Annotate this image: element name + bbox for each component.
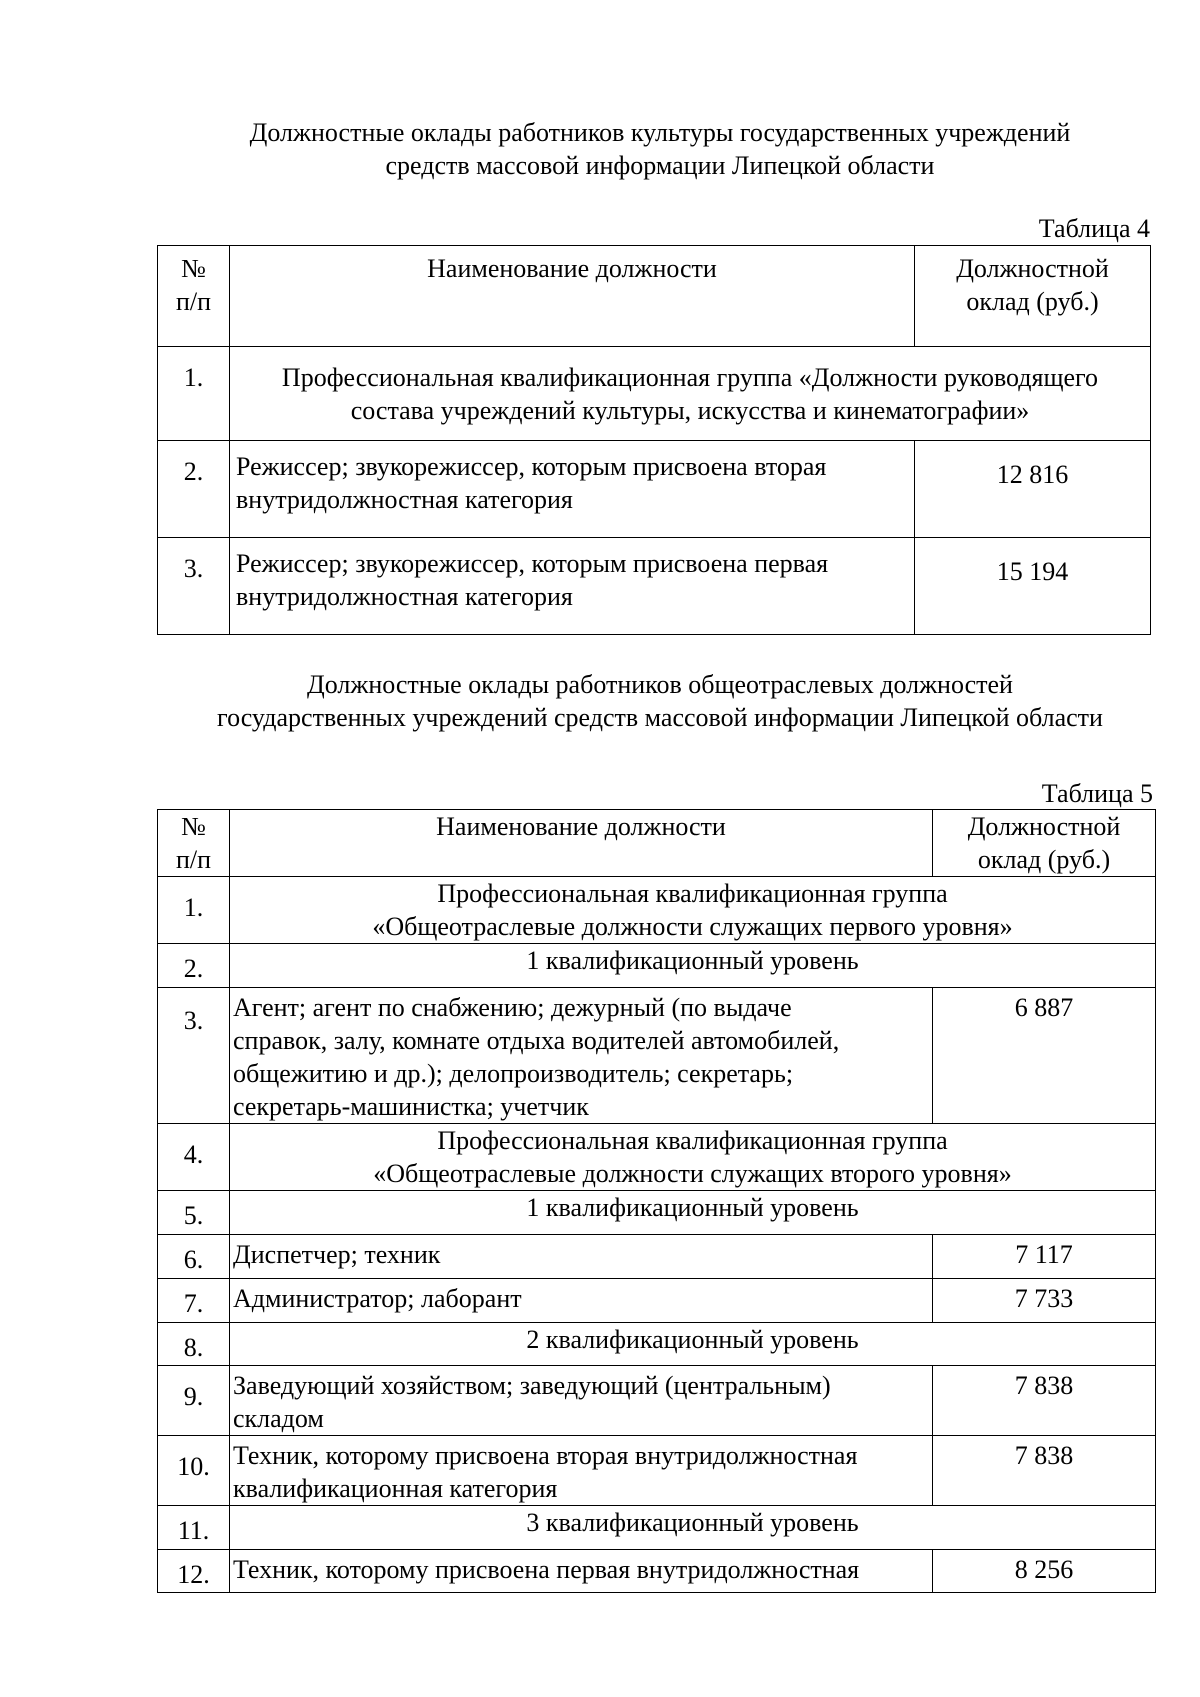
position-name: Заведующий хозяйством; заведующий (центральным) складом <box>230 1366 933 1436</box>
section2-heading-line1: Должностные оклады работников общеотраслевых должностей <box>307 670 1013 699</box>
level-title: 1 квалификационный уровень <box>230 944 1156 988</box>
salary-value: 7 733 <box>933 1279 1156 1323</box>
level-title: 2 квалификационный уровень <box>230 1323 1156 1366</box>
group-title: Профессиональная квалификационная группа «Общеотраслевые должности служащих второго уровня» <box>230 1124 1156 1191</box>
row-number: 9. <box>158 1366 230 1436</box>
table5-header-num: № п/п <box>158 810 230 877</box>
position-name: Техник, которому присвоена вторая внутридолжностная квалификационная категория <box>230 1436 933 1506</box>
salary-value: 7 117 <box>933 1235 1156 1279</box>
table5-header-row <box>158 810 1156 877</box>
table-row <box>158 988 1156 1124</box>
table-row <box>158 1436 1156 1506</box>
table-row <box>158 944 1156 988</box>
table-row <box>158 1235 1156 1279</box>
table5-header-name: Наименование должности <box>230 810 933 877</box>
section2-heading <box>150 668 1170 734</box>
salary-value: 7 838 <box>933 1366 1156 1436</box>
position-name: Администратор; лаборант <box>230 1279 933 1323</box>
position-name: Техник, которому присвоена первая внутридолжностная <box>230 1550 933 1593</box>
row-number: 10. <box>158 1436 230 1506</box>
row-number: 6. <box>158 1235 230 1279</box>
section2-heading-line2: государственных учреждений средств массовой информации Липецкой области <box>217 703 1103 732</box>
row-number: 3. <box>158 988 230 1124</box>
salary-value: 7 838 <box>933 1436 1156 1506</box>
table-row <box>158 1124 1156 1191</box>
table4-header-num: № п/п <box>158 246 230 347</box>
group-title: Профессиональная квалификационная группа «Должности руководящего состава учреждений культуры, искусства и кинематографии» <box>230 347 1151 441</box>
table-row <box>158 1191 1156 1235</box>
row-number: 3. <box>158 538 230 635</box>
section1-heading-line2: средств массовой информации Липецкой области <box>385 151 935 180</box>
table4 <box>157 245 1151 635</box>
position-name: Режиссер; звукорежиссер, которым присвоена вторая внутридолжностная категория <box>230 441 915 538</box>
table5-header-salary: Должностной оклад (руб.) <box>933 810 1156 877</box>
row-number: 5. <box>158 1191 230 1235</box>
table-row <box>158 1279 1156 1323</box>
table-row <box>158 877 1156 944</box>
level-title: 1 квалификационный уровень <box>230 1191 1156 1235</box>
table-row <box>158 1323 1156 1366</box>
row-number: 2. <box>158 944 230 988</box>
row-number: 1. <box>158 877 230 944</box>
position-name: Агент; агент по снабжению; дежурный (по выдаче справок, залу, комнате отдыха водителей автомобилей, общежитию и др.); делопроизводитель; секретарь; секретарь-машинистка; учетчик <box>230 988 933 1124</box>
table4-caption: Таблица 4 <box>1038 214 1150 243</box>
position-name: Режиссер; звукорежиссер, которым присвоена первая внутридолжностная категория <box>230 538 915 635</box>
table-row <box>158 1366 1156 1436</box>
row-number: 1. <box>158 347 230 441</box>
row-number: 11. <box>158 1506 230 1550</box>
level-title: 3 квалификационный уровень <box>230 1506 1156 1550</box>
table4-header-name: Наименование должности <box>230 246 915 347</box>
salary-value: 15 194 <box>915 538 1151 635</box>
row-number: 7. <box>158 1279 230 1323</box>
salary-value: 8 256 <box>933 1550 1156 1593</box>
table-row <box>158 347 1151 441</box>
row-number: 12. <box>158 1550 230 1593</box>
table5 <box>157 809 1156 1593</box>
table-row <box>158 1506 1156 1550</box>
table-row <box>158 1550 1156 1593</box>
table4-header-salary: Должностной оклад (руб.) <box>915 246 1151 347</box>
row-number: 4. <box>158 1124 230 1191</box>
row-number: 2. <box>158 441 230 538</box>
table4-header-row <box>158 246 1151 347</box>
section1-heading-line1: Должностные оклады работников культуры государственных учреждений <box>249 118 1071 147</box>
section1-heading <box>150 116 1170 182</box>
salary-value: 6 887 <box>933 988 1156 1124</box>
table-row <box>158 441 1151 538</box>
table-row <box>158 538 1151 635</box>
table5-caption: Таблица 5 <box>1041 779 1153 808</box>
row-number: 8. <box>158 1323 230 1366</box>
group-title: Профессиональная квалификационная группа «Общеотраслевые должности служащих первого уровня» <box>230 877 1156 944</box>
position-name: Диспетчер; техник <box>230 1235 933 1279</box>
salary-value: 12 816 <box>915 441 1151 538</box>
